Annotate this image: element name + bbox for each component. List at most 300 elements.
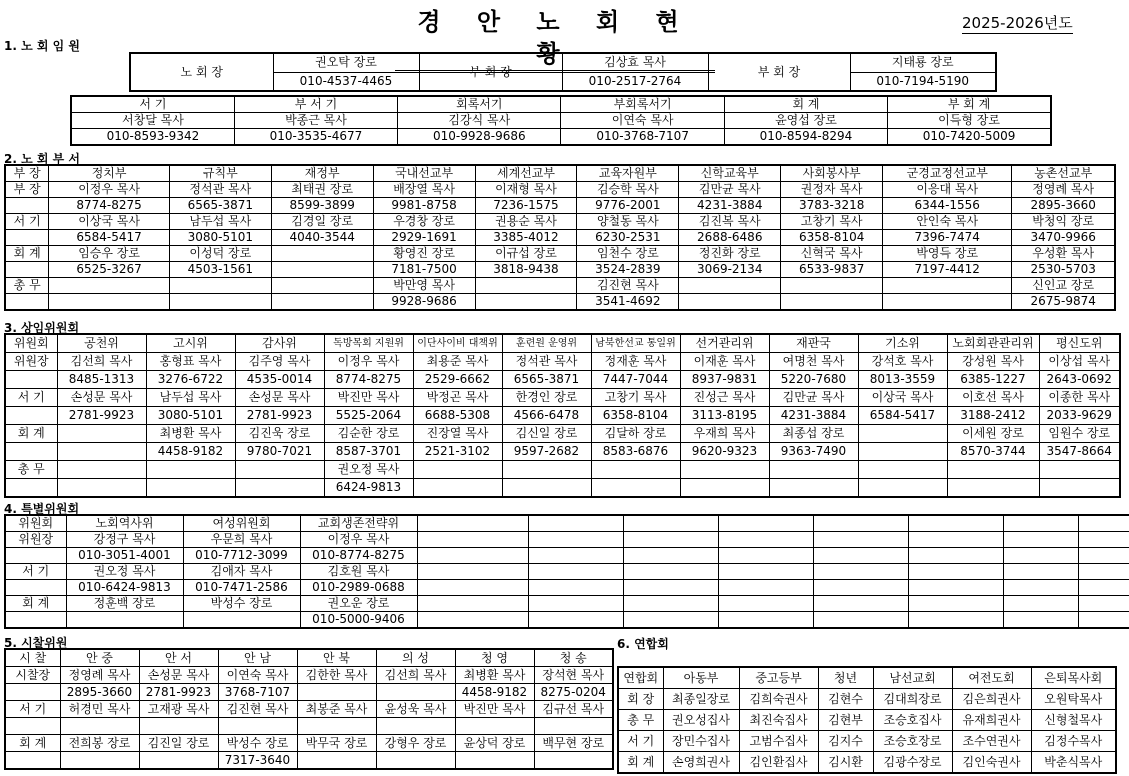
table-cell: 2521-3102 <box>413 443 502 461</box>
table-cell: 이성덕 장로 <box>169 246 271 262</box>
table-cell <box>591 461 680 479</box>
table-cell: 이정우 목사 <box>49 182 170 198</box>
page-title: 경 안 노 회 현 황 <box>395 6 715 73</box>
table-cell: 김대희장로 <box>873 689 952 710</box>
table-cell <box>297 752 376 770</box>
table-row <box>5 425 1120 443</box>
table-cell: 010-5000-9406 <box>300 612 417 629</box>
table-cell <box>1003 612 1078 629</box>
table-cell: 8599-3899 <box>271 198 373 214</box>
table-cell <box>1003 532 1078 548</box>
table-row <box>5 461 1120 479</box>
table-cell: 권정자 목사 <box>781 182 883 198</box>
table-cell: 고창기 목사 <box>591 389 680 407</box>
column-header: 노회회관관리위 <box>947 334 1039 353</box>
row-label: 부 장 <box>5 182 49 198</box>
table-cell <box>718 612 813 629</box>
table-cell <box>146 461 235 479</box>
table-cell <box>502 479 591 498</box>
table-cell: 김시환 <box>818 752 873 774</box>
table-cell: 8013-3559 <box>858 371 947 389</box>
table-cell <box>1039 461 1120 479</box>
table-cell <box>1078 596 1129 612</box>
column-header: 규칙부 <box>169 165 271 182</box>
table-cell <box>413 461 502 479</box>
officer-phone: 010-8593-9342 <box>71 129 234 146</box>
table-cell: 2643-0692 <box>1039 371 1120 389</box>
column-header: 사회봉사부 <box>781 165 883 182</box>
table-cell <box>271 262 373 278</box>
column-header <box>591 334 680 353</box>
table-cell: 이상섭 목사 <box>1039 353 1120 371</box>
table-cell: 우성환 목사 <box>1012 246 1115 262</box>
table-cell: 허경민 목사 <box>60 701 139 718</box>
table-cell: 010-6424-9813 <box>66 580 183 596</box>
table-cell: 4458-9182 <box>146 443 235 461</box>
column-header: 중고등부 <box>739 667 818 689</box>
table-cell <box>169 278 271 294</box>
table-cell <box>591 479 680 498</box>
table-cell: 김희숙권사 <box>739 689 818 710</box>
row-label: 총 무 <box>5 461 57 479</box>
special-committees-table <box>4 514 1129 629</box>
officer-name: 김강식 목사 <box>398 113 561 129</box>
table-cell: 010-3051-4001 <box>66 548 183 564</box>
table-cell: 진장열 목사 <box>413 425 502 443</box>
table-cell: 정재훈 목사 <box>591 353 680 371</box>
table-cell <box>1003 548 1078 564</box>
officer-phone: 010-2517-2764 <box>562 72 708 91</box>
table-cell: 강정구 목사 <box>66 532 183 548</box>
table-cell: 박무국 장로 <box>297 735 376 752</box>
table-cell: 2781-9923 <box>57 407 146 425</box>
table-cell <box>813 532 908 548</box>
table-cell: 김한한 목사 <box>297 667 376 684</box>
table-cell <box>908 596 1003 612</box>
table-cell <box>623 580 718 596</box>
table-cell: 6358-8104 <box>591 407 680 425</box>
table-row <box>5 246 1115 262</box>
table-cell: 2895-3660 <box>60 684 139 701</box>
table-cell: 박성수 장로 <box>183 596 300 612</box>
table-cell: 2688-6486 <box>679 230 781 246</box>
table-cell: 2781-9923 <box>139 684 218 701</box>
table-cell: 권오정 목사 <box>324 461 413 479</box>
table-cell <box>60 752 139 770</box>
table-cell: 이재형 목사 <box>475 182 577 198</box>
table-cell: 박성수 장로 <box>218 735 297 752</box>
table-cell: 이상국 목사 <box>49 214 170 230</box>
table-cell <box>146 479 235 498</box>
row-label <box>5 230 49 246</box>
table-cell <box>413 479 502 498</box>
table-cell <box>297 684 376 701</box>
table-cell <box>1078 580 1129 596</box>
column-header: 부 장 <box>5 165 49 182</box>
table-cell <box>169 294 271 311</box>
table-cell: 4535-0014 <box>235 371 324 389</box>
row-label: 회 계 <box>5 425 57 443</box>
table-row <box>5 718 613 735</box>
table-cell <box>623 532 718 548</box>
column-header: 정치부 <box>49 165 170 182</box>
row-label: 회 계 <box>5 246 49 262</box>
table-cell <box>908 548 1003 564</box>
column-header: 은퇴목사회 <box>1031 667 1116 689</box>
row-label <box>5 198 49 214</box>
officer-name: 윤영섭 장로 <box>724 113 887 129</box>
table-cell: 전희봉 장로 <box>60 735 139 752</box>
table-row <box>5 198 1115 214</box>
table-cell: 6525-3267 <box>49 262 170 278</box>
table-cell: 박정곤 목사 <box>413 389 502 407</box>
column-header: 교육자원부 <box>577 165 679 182</box>
table-cell <box>218 718 297 735</box>
officer-phone: 010-3535-4677 <box>234 129 397 146</box>
column-header: 감사위 <box>235 334 324 353</box>
column-header: 교회생존전략위 <box>300 515 417 532</box>
table-cell <box>1078 564 1129 580</box>
table-cell <box>475 278 577 294</box>
table-row <box>5 612 1129 629</box>
officer-phone: 010-8594-8294 <box>724 129 887 146</box>
table-cell <box>57 461 146 479</box>
table-cell: 8485-1313 <box>57 371 146 389</box>
table-cell <box>183 612 300 629</box>
table-cell <box>139 718 218 735</box>
table-cell <box>417 532 528 548</box>
table-cell: 우문희 목사 <box>183 532 300 548</box>
table-cell: 손성문 목사 <box>139 667 218 684</box>
table-cell: 이세원 장로 <box>947 425 1039 443</box>
table-cell: 김현수 <box>818 689 873 710</box>
table-cell: 고창기 목사 <box>781 214 883 230</box>
table-cell: 정석관 목사 <box>169 182 271 198</box>
table-cell: 이호선 목사 <box>947 389 1039 407</box>
column-header: 재판국 <box>769 334 858 353</box>
officers-table-1 <box>129 52 997 92</box>
table-cell: 정석관 목사 <box>502 353 591 371</box>
column-header: 안 서 <box>139 649 218 667</box>
table-cell: 조승호집사 <box>873 710 952 731</box>
table-cell: 2895-3660 <box>1012 198 1115 214</box>
header-row <box>5 515 1129 532</box>
table-cell: 김은희권사 <box>952 689 1031 710</box>
table-cell: 6424-9813 <box>324 479 413 498</box>
table-cell <box>623 564 718 580</box>
column-header: 아동부 <box>663 667 739 689</box>
table-cell: 6584-5417 <box>49 230 170 246</box>
table-row <box>5 735 613 752</box>
table-cell: 이응대 목사 <box>883 182 1012 198</box>
table-cell: 4231-3884 <box>769 407 858 425</box>
table-cell: 8275-0204 <box>534 684 613 701</box>
table-cell: 7181-7500 <box>373 262 475 278</box>
table-cell: 2530-5703 <box>1012 262 1115 278</box>
table-cell <box>57 479 146 498</box>
table-row <box>5 182 1115 198</box>
table-cell <box>528 564 623 580</box>
table-cell: 한경인 장로 <box>502 389 591 407</box>
table-cell: 김만균 목사 <box>679 182 781 198</box>
table-cell: 김달하 장로 <box>591 425 680 443</box>
table-cell: 8587-3701 <box>324 443 413 461</box>
table-cell <box>57 425 146 443</box>
table-cell <box>417 548 528 564</box>
header-row <box>5 165 1115 182</box>
column-header <box>1003 515 1078 532</box>
officer-role: 노 회 장 <box>130 53 273 91</box>
column-header <box>413 334 502 353</box>
section-4-heading: 4. 특별위원회 <box>4 502 80 516</box>
table-cell: 010-2989-0688 <box>300 580 417 596</box>
row-label: 서 기 <box>5 564 66 580</box>
table-cell: 양철동 목사 <box>577 214 679 230</box>
officer-role: 부 회 계 <box>888 96 1051 113</box>
header-label: 이단사이비 대책위 <box>417 337 498 349</box>
row-label: 총 무 <box>618 710 663 731</box>
table-cell <box>417 564 528 580</box>
header-label: 남북한선교 통일위 <box>595 337 676 349</box>
table-cell: 우재희 목사 <box>680 425 769 443</box>
table-cell: 김주영 목사 <box>235 353 324 371</box>
table-cell <box>502 461 591 479</box>
table-cell <box>534 752 613 770</box>
table-row <box>5 596 1129 612</box>
column-header: 남선교회 <box>873 667 952 689</box>
table-cell <box>235 479 324 498</box>
column-header <box>502 334 591 353</box>
table-cell <box>769 461 858 479</box>
column-header: 농촌선교부 <box>1012 165 1115 182</box>
table-row <box>618 689 1116 710</box>
table-cell <box>947 461 1039 479</box>
table-cell: 3385-4012 <box>475 230 577 246</box>
table-cell <box>858 425 947 443</box>
table-cell <box>1078 548 1129 564</box>
row-label: 회 장 <box>618 689 663 710</box>
officer-name: 박종근 목사 <box>234 113 397 129</box>
row-label: 서 기 <box>5 389 57 407</box>
section-6-heading: 6. 연합회 <box>617 637 669 651</box>
row-label <box>5 718 60 735</box>
table-cell: 손성문 목사 <box>235 389 324 407</box>
table-cell <box>781 278 883 294</box>
table-row <box>5 407 1120 425</box>
table-cell: 2529-6662 <box>413 371 502 389</box>
table-cell: 정훈백 장로 <box>66 596 183 612</box>
table-row <box>5 214 1115 230</box>
table-cell: 7317-3640 <box>218 752 297 770</box>
table-cell: 8774-8275 <box>324 371 413 389</box>
associations-table <box>617 666 1117 774</box>
table-cell: 신형철목사 <box>1031 710 1116 731</box>
table-cell: 9597-2682 <box>502 443 591 461</box>
table-cell <box>139 752 218 770</box>
column-header: 국내선교부 <box>373 165 475 182</box>
inspection-table <box>4 648 614 770</box>
table-cell: 남두섭 목사 <box>169 214 271 230</box>
table-cell: 박영득 장로 <box>883 246 1012 262</box>
officer-phone: 010-3768-7107 <box>561 129 724 146</box>
row-label: 시찰장 <box>5 667 60 684</box>
officer-role: 회록서기 <box>398 96 561 113</box>
table-cell <box>57 443 146 461</box>
table-cell <box>1003 564 1078 580</box>
table-cell: 윤상덕 장로 <box>455 735 534 752</box>
table-cell: 홍형표 목사 <box>146 353 235 371</box>
table-cell <box>679 278 781 294</box>
table-cell <box>376 718 455 735</box>
table-cell: 강석호 목사 <box>858 353 947 371</box>
table-cell: 김선희 목사 <box>57 353 146 371</box>
table-cell <box>1003 580 1078 596</box>
row-label: 서 기 <box>618 731 663 752</box>
officer-name: 이득형 장로 <box>888 113 1051 129</box>
column-header <box>324 334 413 353</box>
table-cell: 고범수집사 <box>739 731 818 752</box>
header-row <box>618 667 1116 689</box>
table-cell: 3470-9966 <box>1012 230 1115 246</box>
column-header: 의 성 <box>376 649 455 667</box>
table-cell <box>813 612 908 629</box>
table-cell <box>781 294 883 311</box>
table-cell <box>718 532 813 548</box>
table-row <box>5 667 613 684</box>
table-cell <box>813 564 908 580</box>
table-cell: 3524-2839 <box>577 262 679 278</box>
table-cell: 여명천 목사 <box>769 353 858 371</box>
table-cell: 6584-5417 <box>858 407 947 425</box>
column-header <box>718 515 813 532</box>
table-cell: 임원수 장로 <box>1039 425 1120 443</box>
table-cell <box>475 294 577 311</box>
table-cell <box>376 684 455 701</box>
table-cell: 2033-9629 <box>1039 407 1120 425</box>
table-cell: 6533-9837 <box>781 262 883 278</box>
row-label: 서 기 <box>5 214 49 230</box>
table-cell <box>66 612 183 629</box>
table-cell: 4458-9182 <box>455 684 534 701</box>
table-row <box>5 371 1120 389</box>
table-cell: 고재광 목사 <box>139 701 218 718</box>
table-row <box>5 684 613 701</box>
table-cell: 김경일 장로 <box>271 214 373 230</box>
table-cell: 신인교 장로 <box>1012 278 1115 294</box>
table-cell: 4040-3544 <box>271 230 373 246</box>
table-cell: 이종한 목사 <box>1039 389 1120 407</box>
table-cell <box>1078 612 1129 629</box>
table-cell <box>376 752 455 770</box>
table-cell: 장석현 목사 <box>534 667 613 684</box>
table-row <box>5 580 1129 596</box>
table-cell <box>271 278 373 294</box>
column-header: 안 중 <box>60 649 139 667</box>
table-cell: 3547-8664 <box>1039 443 1120 461</box>
table-cell: 김순한 장로 <box>324 425 413 443</box>
table-cell: 김진일 장로 <box>139 735 218 752</box>
officer-name: 김상효 목사 <box>562 53 708 72</box>
table-row <box>5 564 1129 580</box>
table-cell: 7197-4412 <box>883 262 1012 278</box>
row-label <box>5 294 49 311</box>
table-cell: 3069-2134 <box>679 262 781 278</box>
table-cell: 최용준 목사 <box>413 353 502 371</box>
table-cell: 김정수목사 <box>1031 731 1116 752</box>
table-cell <box>271 246 373 262</box>
table-cell: 강형우 장로 <box>376 735 455 752</box>
table-row <box>5 262 1115 278</box>
table-cell: 손영희권사 <box>663 752 739 774</box>
officer-name: 서창달 목사 <box>71 113 234 129</box>
table-cell <box>1039 479 1120 498</box>
table-cell: 손성문 목사 <box>57 389 146 407</box>
table-cell: 박만영 목사 <box>373 278 475 294</box>
table-cell: 8937-9831 <box>680 371 769 389</box>
table-cell: 7236-1575 <box>475 198 577 214</box>
table-row <box>618 731 1116 752</box>
table-cell <box>417 612 528 629</box>
column-header: 안 북 <box>297 649 376 667</box>
table-cell <box>680 479 769 498</box>
officer-role: 부 회 장 <box>708 53 850 91</box>
table-cell: 남두섭 목사 <box>146 389 235 407</box>
table-row <box>5 389 1120 407</box>
table-cell <box>528 548 623 564</box>
table-cell: 신혁국 목사 <box>781 246 883 262</box>
column-header: 기소위 <box>858 334 947 353</box>
table-row <box>5 548 1129 564</box>
table-cell: 이상국 목사 <box>858 389 947 407</box>
table-cell <box>297 718 376 735</box>
table-cell: 이정우 목사 <box>300 532 417 548</box>
table-row <box>5 294 1115 311</box>
table-cell: 장민수집사 <box>663 731 739 752</box>
column-header: 청 영 <box>455 649 534 667</box>
table-cell <box>718 564 813 580</box>
section-3-heading: 3. 상임위원회 <box>4 321 80 335</box>
table-cell: 김신일 장로 <box>502 425 591 443</box>
table-cell: 8570-3744 <box>947 443 1039 461</box>
column-header: 위원회 <box>5 515 66 532</box>
column-header: 청년 <box>818 667 873 689</box>
row-label: 회 계 <box>618 752 663 774</box>
column-header: 재정부 <box>271 165 373 182</box>
table-cell: 최진숙집사 <box>739 710 818 731</box>
row-label <box>5 752 60 770</box>
table-cell: 9776-2001 <box>577 198 679 214</box>
table-cell: 박진만 목사 <box>324 389 413 407</box>
table-cell <box>908 612 1003 629</box>
table-cell: 이정우 목사 <box>324 353 413 371</box>
table-row <box>5 443 1120 461</box>
table-cell: 4231-3884 <box>679 198 781 214</box>
table-row <box>5 230 1115 246</box>
table-cell: 4566-6478 <box>502 407 591 425</box>
table-cell: 최병환 목사 <box>455 667 534 684</box>
table-cell <box>883 294 1012 311</box>
table-cell <box>680 461 769 479</box>
standing-committees-table <box>4 333 1121 498</box>
table-cell <box>908 532 1003 548</box>
table-cell: 3276-6722 <box>146 371 235 389</box>
header-row <box>5 334 1120 353</box>
table-row <box>618 752 1116 774</box>
table-cell: 3080-5101 <box>146 407 235 425</box>
table-cell <box>718 580 813 596</box>
departments-table <box>4 164 1116 311</box>
table-cell: 배장열 목사 <box>373 182 475 198</box>
